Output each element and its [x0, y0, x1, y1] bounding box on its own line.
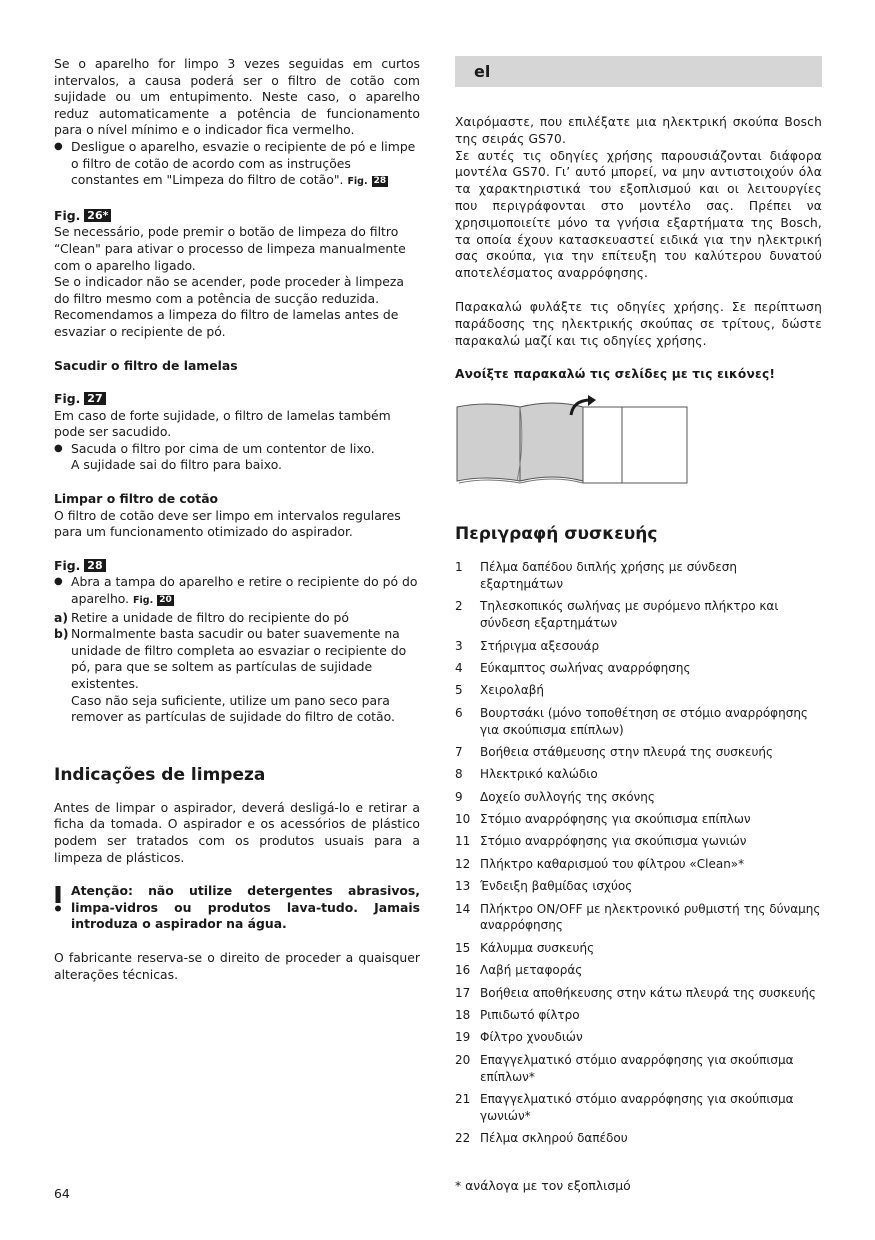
fig27-badge: 27 [84, 392, 105, 405]
greek-intro-1: Χαιρόμαστε, που επιλέξατε μια ηλεκτρική σκούπα Bosch της σειράς GS70. [455, 115, 822, 146]
list-item-text: Πλήκτρο καθαρισμού του φίλτρου «Clean»* [480, 856, 745, 871]
list-item-text: Στόμιο αναρρόφησης για σκούπισμα γωνιών [480, 834, 747, 849]
list-item-number: 15 [455, 940, 471, 955]
list-item-number: 13 [455, 879, 471, 894]
list-item [455, 940, 822, 957]
list-item-text: Φίλτρο χνουδιών [480, 1030, 583, 1045]
fig27-paragraph: Em caso de forte sujidade, o filtro de lamelas também pode ser sacudido. [54, 407, 391, 440]
list-item-number: 5 [455, 683, 463, 698]
list-item [455, 766, 822, 783]
open-pages-illustration-icon [455, 395, 695, 487]
intro-paragraph: Se o aparelho for limpo 3 vezes seguidas em curtos intervalos, a causa poderá ser o filtro de cotão com sujidade ou um entupimento. Neste caso, o aparelho reduz automaticamente a potência de funcionamento para o nível mínimo e o indicador fica vermelho. [54, 56, 420, 138]
list-item-number: 20 [455, 1052, 471, 1067]
list-item-number: 19 [455, 1030, 471, 1045]
list-item-number: 12 [455, 856, 471, 871]
list-item [455, 1007, 822, 1024]
list-item-text: Βοήθεια αποθήκευσης στην κάτω πλευρά της συσκευής [480, 985, 816, 1000]
list-item-number: 6 [455, 705, 463, 720]
fig-ref-label: Fig. [347, 176, 368, 188]
page-number: 64 [54, 1186, 70, 1201]
list-item-number: 11 [455, 834, 471, 849]
step-a: a) Retire a unidade de filtro do recipiente do pó [54, 609, 349, 625]
fig28-badge: 28 [84, 559, 105, 572]
list-item-number: 10 [455, 812, 471, 827]
fig26-paragraph-3: Recomendamos a limpeza do filtro de lamelas antes de esvaziar o recipiente de pó. [54, 307, 399, 339]
greek-intro-2: Σε αυτές τις οδηγίες χρήσης παρουσιάζονται διάφορα μοντέλα GS70. Γι’ αυτό μπορεί, να μην αντιστοιχούν όλα τα χαρακτηριστικά του εξοπλισμού και οι λειτουργίες που περιγράφονται στο μοντέλο σας. Πρέπει να χρησιμοποιείτε μόνο τα γνήσια εξαρτήματα της Bosch, τα οποία έχουν κατασκευαστεί ειδικά για την ηλεκτρική σας σκούπα, για την επίτευξη του καλύτερου δυνατού αποτελέσματος αναρρόφησης. [455, 148, 822, 281]
cleaning-paragraph: Antes de limpar o aspirador, deverá desligá-lo e retirar a ficha da tomada. O aspirador e os acessórios de plástico podem ser tratados com os produtos usuais para a limpeza de plásticos. [54, 799, 420, 865]
greek-intro-3: Παρακαλώ φυλάξτε τις οδηγίες χρήσης. Σε περίπτωση παράδοσης της ηλεκτρικής σκούπας σε τρίτους, δώστε παρακαλώ μαζί και τις οδηγίες χρήσης. [455, 299, 822, 348]
step-b: b) Normalmente basta sacudir ou bater suavemente na unidade de filtro completa ao esvaziar o recipiente do pó, para que se soltem as partículas de sujidade existentes. [54, 626, 407, 691]
list-item-number: 4 [455, 660, 463, 675]
cleaning-section-title: Indicações de limpeza [54, 764, 266, 785]
list-item [455, 598, 822, 632]
fig27-heading: Fig. 27 [54, 391, 420, 408]
list-item [455, 744, 822, 761]
list-item [455, 638, 822, 655]
language-header: el [455, 56, 822, 87]
list-item-text: Δοχείο συλλογής της σκόνης [480, 789, 655, 804]
list-item-text: Κάλυμμα συσκευής [480, 940, 595, 955]
warning-text: Atenção: não utilize detergentes abrasivos, limpa-vidros ou produtos lava-tudo. Jamais introduza o aspirador na água. [71, 883, 420, 932]
list-item-text: Ριπιδωτό φίλτρο [480, 1007, 580, 1022]
list-item-text: Τηλεσκοπικός σωλήνας με συρόμενο πλήκτρο και σύνδεση εξαρτημάτων [480, 599, 779, 631]
device-description-title: Περιγραφή συσκευής [455, 524, 658, 545]
list-item [455, 660, 822, 677]
list-item-number: 21 [455, 1091, 471, 1106]
list-item-text: Ένδειξη βαθμίδας ισχύος [480, 879, 633, 894]
list-item [455, 705, 822, 739]
fig26-paragraph-1: Se necessário, pode premir o botão de limpeza do filtro “Clean" para ativar o processo de limpeza manualmente com o aparelho ligado. [54, 224, 406, 273]
parts-list [455, 559, 822, 1147]
fig27-bullet-cont: A sujidade sai do filtro para baixo. [71, 457, 282, 473]
fig26-heading: Fig. 26* [54, 208, 420, 225]
open-pages-note: Ανοίξτε παρακαλώ τις σελίδες με τις εικόνες! [455, 367, 776, 382]
list-item [455, 789, 822, 806]
list-item-number: 22 [455, 1131, 471, 1146]
list-item-text: Πέλμα σκληρού δαπέδου [480, 1131, 628, 1146]
list-item-text: Επαγγελματικό στόμιο αναρρόφησης για σκούπισμα γωνιών* [480, 1091, 794, 1123]
fig27-bullet: ● Sacuda o filtro por cima de um contentor de lixo. [54, 441, 420, 458]
list-item-number: 1 [455, 560, 463, 575]
fig26-badge: 26* [84, 209, 111, 222]
step-b-cont: Caso não seja suficiente, utilize um pano seco para remover as partículas de sujidade do filtro de cotão. [71, 692, 395, 725]
list-item-number: 7 [455, 744, 463, 759]
left-column [54, 56, 420, 983]
list-item [455, 1091, 822, 1125]
list-item [455, 559, 822, 593]
fig-ref-badge: 20 [159, 595, 172, 606]
list-item [455, 1052, 822, 1086]
list-item [455, 878, 822, 895]
final-paragraph: O fabricante reserva-se o direito de proceder a quaisquer alterações técnicas. [54, 949, 420, 982]
list-item-number: 2 [455, 599, 463, 614]
list-item [455, 833, 822, 850]
list-item [455, 1130, 822, 1147]
list-item-text: Πλήκτρο ON/OFF με ηλεκτρονικό ρυθμιστή της δύναμης αναρρόφησης [480, 901, 821, 933]
list-item-text: Βουρτσάκι (μόνο τοποθέτηση σε στόμιο αναρρόφησης για σκούπισμα επίπλων) [480, 705, 808, 737]
list-item-text: Πέλμα δαπέδου διπλής χρήσης με σύνδεση εξαρτημάτων [480, 560, 738, 591]
list-item [455, 1029, 822, 1046]
list-item-number: 3 [455, 638, 463, 653]
list-item-number: 8 [455, 767, 463, 782]
list-item-number: 14 [455, 901, 471, 916]
list-item-text: Στόμιο αναρρόφησης για σκούπισμα επίπλων [480, 812, 751, 827]
fig-ref-label: Fig. [133, 595, 154, 607]
list-item-number: 18 [455, 1007, 471, 1022]
list-item-text: Επαγγελματικό στόμιο αναρρόφησης για σκούπισμα επίπλων* [480, 1052, 794, 1084]
intro-bullet [54, 139, 420, 191]
list-item-number: 9 [455, 789, 463, 804]
intro-bullet-text: Desligue o aparelho, esvazie o recipiente de pó e limpe o filtro de cotão de acordo com as instruções constantes em "Limpeza do filtro de cotão". [71, 138, 416, 188]
list-item [455, 901, 822, 935]
list-item-text: Στήριγμα αξεσουάρ [480, 638, 600, 653]
footnote: * ανάλογα με τον εξοπλισμό [455, 1177, 631, 1193]
list-item-number: 16 [455, 963, 471, 978]
warning-block [54, 883, 420, 933]
list-item-text: Εύκαμπτος σωλήνας αναρρόφησης [480, 660, 691, 675]
list-item [455, 811, 822, 828]
clean-filter-paragraph: O filtro de cotão deve ser limpo em intervalos regulares para um funcionamento otimizado do aspirador. [54, 507, 401, 540]
fig26-paragraph-2: Se o indicador não se acender, pode proceder à limpeza do filtro mesmo com a potência de sucção reduzida. [54, 274, 404, 306]
list-item-text: Ηλεκτρικό καλώδιο [480, 767, 598, 782]
list-item [455, 682, 822, 699]
list-item [455, 985, 822, 1002]
list-item-text: Βοήθεια στάθμευσης στην πλευρά της συσκευής [480, 744, 774, 759]
list-item-text: Χειρολαβή [480, 683, 545, 698]
fig-ref-badge: 28 [373, 176, 387, 187]
list-item [455, 856, 822, 873]
clean-filter-heading: Limpar o filtro de cotão [54, 491, 219, 507]
shake-filter-heading: Sacudir o filtro de lamelas [54, 357, 238, 373]
fig28-heading: Fig. 28 [54, 558, 420, 575]
list-item-text: Λαβή μεταφοράς [480, 963, 583, 978]
exclamation-icon [54, 886, 62, 912]
fig28-bullet: ● Abra a tampa do aparelho e retire o recipiente do pó do aparelho. Fig. 20 [54, 574, 420, 609]
right-column [455, 56, 822, 1194]
list-item [455, 962, 822, 979]
list-item-number: 17 [455, 985, 471, 1000]
